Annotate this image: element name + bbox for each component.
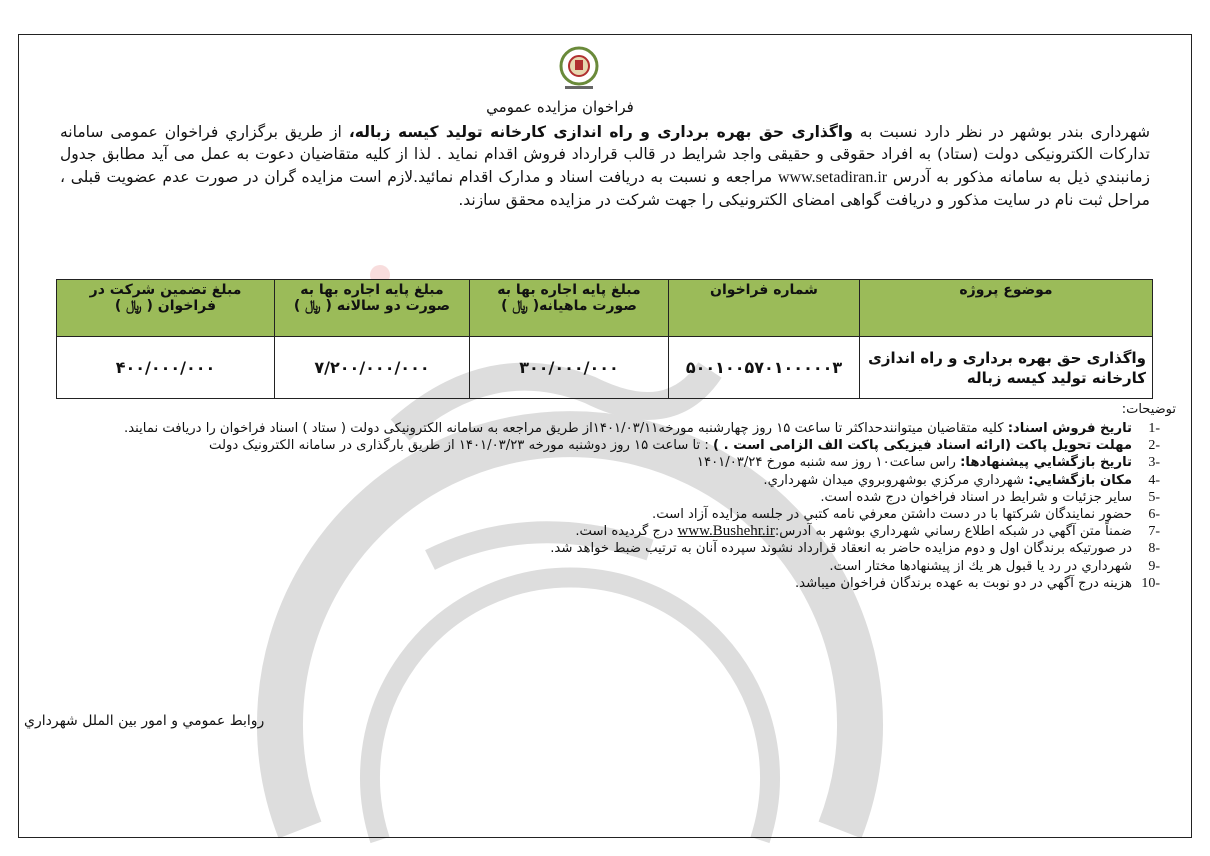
setadiran-link[interactable]: www.setadiran.ir bbox=[777, 168, 888, 186]
note-number: -9 bbox=[1148, 558, 1160, 574]
note-number: -2 bbox=[1148, 438, 1160, 454]
note-label: مهلت تحويل پاکت (ارائه اسناد فيزيکی پاکت الف الزامی است . ) bbox=[713, 438, 1132, 454]
list-item bbox=[22, 472, 1160, 489]
header-subject: موضوع پروژه bbox=[860, 280, 1153, 337]
municipality-logo bbox=[553, 44, 605, 94]
note-number: -5 bbox=[1148, 489, 1160, 505]
note-text: شهرداري مرکزي بوشهروبروي ميدان شهرداري. bbox=[763, 472, 1029, 488]
footer-signature: روابط عمومي و امور بين الملل شهرداري bbox=[24, 713, 265, 729]
list-item bbox=[22, 420, 1160, 437]
tender-table bbox=[56, 279, 1153, 399]
bushehr-link[interactable]: www.Bushehr.ir bbox=[677, 523, 775, 540]
note-label: تاريخ فروش اسناد: bbox=[1007, 421, 1132, 436]
note-text: هزينه درج آگهي در دو نوبت به عهده برندگان فراخوان ميباشد. bbox=[794, 575, 1132, 591]
notes-list bbox=[22, 420, 1160, 592]
list-item bbox=[22, 454, 1160, 471]
note-number: -1 bbox=[1148, 421, 1160, 436]
page-title: فراخوان مزايده عمومي bbox=[486, 98, 634, 116]
intro-text-2: از طريق برگزاري فراخوان عمومی سامانه تدارکات الکترونيکی دولت (ستاد) به افراد حقوقی و حقیقی واجد شرایط در قالب قرارداد فروش اقدام نماید . لذا از کلیه متقاضیان دعوت به عمل می آید مطابق جدول زمانبندي ذيل به سامانه مذکور به آدرس bbox=[60, 123, 1150, 186]
note-number: -4 bbox=[1148, 472, 1160, 488]
list-item bbox=[22, 558, 1160, 575]
intro-subject: واگذاری حق بهره برداری و راه اندازی کارخانه تولید کیسه زباله، bbox=[348, 123, 853, 141]
intro-paragraph bbox=[60, 121, 1150, 212]
list-item bbox=[22, 523, 1160, 540]
list-item bbox=[22, 575, 1160, 592]
notes-title: توضیحات: bbox=[1121, 402, 1176, 417]
header-biannual-rent: مبلغ پایه اجاره بها به صورت دو سالانه ( ﷼ ) bbox=[275, 280, 470, 337]
note-text: حضور نمايندگان شرکتها با در دست داشتن معرفي نامه کتبي در جلسه مزايده آزاد است. bbox=[652, 507, 1132, 523]
cell-monthly-rent: ۳۰۰/۰۰۰/۰۰۰ bbox=[470, 337, 669, 399]
list-item bbox=[22, 489, 1160, 506]
cell-biannual-rent: ۷/۲۰۰/۰۰۰/۰۰۰ bbox=[275, 337, 470, 399]
note-text: ضمناً متن آگهي در شبکه اطلاع رساني شهرداري بوشهر به آدرس: bbox=[774, 524, 1132, 540]
note-label: مكان بازگشايي: bbox=[1028, 472, 1132, 488]
header-guarantee: مبلغ تضمین شرکت در فراخوان ( ﷼ ) bbox=[57, 280, 275, 337]
intro-text-3: مراجعه و نسبت به دریافت اسناد و مدارک اقدام نمائید.لازم است مزایده گران در صورت عدم عضویت قبلی ، مراحل ثبت نام در سایت مذکور و دریافت گواهی امضای الکترونیکی را جهت شرکت در مزایده محقق سازند. bbox=[60, 167, 1150, 210]
table-header-row bbox=[57, 280, 1153, 337]
note-label: تاريخ بازگشايي پيشنهادها: bbox=[960, 455, 1132, 471]
header-monthly-rent: مبلغ پایه اجاره بها به صورت ماهیانه( ﷼ ) bbox=[470, 280, 669, 337]
note-text: ساير جزئيات و شرايط در اسناد فراخوان درج شده است. bbox=[820, 489, 1132, 505]
note-number: -3 bbox=[1148, 455, 1160, 471]
note-number: -8 bbox=[1148, 541, 1160, 557]
header-call-number: شماره فراخوان bbox=[669, 280, 860, 337]
note-number: -6 bbox=[1148, 507, 1160, 523]
note-number: -10 bbox=[1141, 575, 1160, 591]
note-text: در صورتیکه برندگان اول و دوم مزایده حاضر به انعقاد قرارداد نشوند سپرده آنان به ترتیب ضبط خواهد شد. bbox=[550, 541, 1132, 557]
note-text: : تا ساعت ۱۵ روز دوشنبه مورخه ۱۴۰۱/۰۳/۲۳ از طریق بارگذاری در سامانه الکترونیک دولت bbox=[209, 438, 714, 454]
note-number: -7 bbox=[1148, 524, 1160, 540]
list-item bbox=[22, 540, 1160, 557]
list-item bbox=[22, 506, 1160, 523]
intro-text-1: شهرداری بندر بوشهر در نظر دارد نسبت به bbox=[852, 123, 1150, 141]
table-row bbox=[57, 337, 1153, 399]
note-text: شهرداري در رد يا قبول هر يك از پيشنهادها مختار است. bbox=[829, 558, 1132, 574]
note-text: کلیه متقاضیان میتوانندحداکثر تا ساعت ۱۵ روز چهارشنبه مورخه۱۴۰۱/۰۳/۱۱از طریق مراجعه به سامانه الکترونیکی دولت ( ستاد ) اسناد فراخوان را دریافت نمایند. bbox=[124, 421, 1008, 436]
cell-call-number: ۵۰۰۱۰۰۵۷۰۱۰۰۰۰۰۳ bbox=[669, 337, 860, 399]
note-text: راس ساعت۱۰ روز سه شنبه مورخ ۱۴۰۱/۰۳/۲۴ bbox=[696, 455, 961, 471]
cell-subject: واگذاری حق بهره برداری و راه اندازی کارخانه تولید کیسه زباله bbox=[860, 337, 1153, 399]
list-item bbox=[22, 437, 1160, 454]
note-tail: درج گرديده است. bbox=[575, 524, 678, 540]
cell-guarantee: ۴۰۰/۰۰۰/۰۰۰ bbox=[57, 337, 275, 399]
